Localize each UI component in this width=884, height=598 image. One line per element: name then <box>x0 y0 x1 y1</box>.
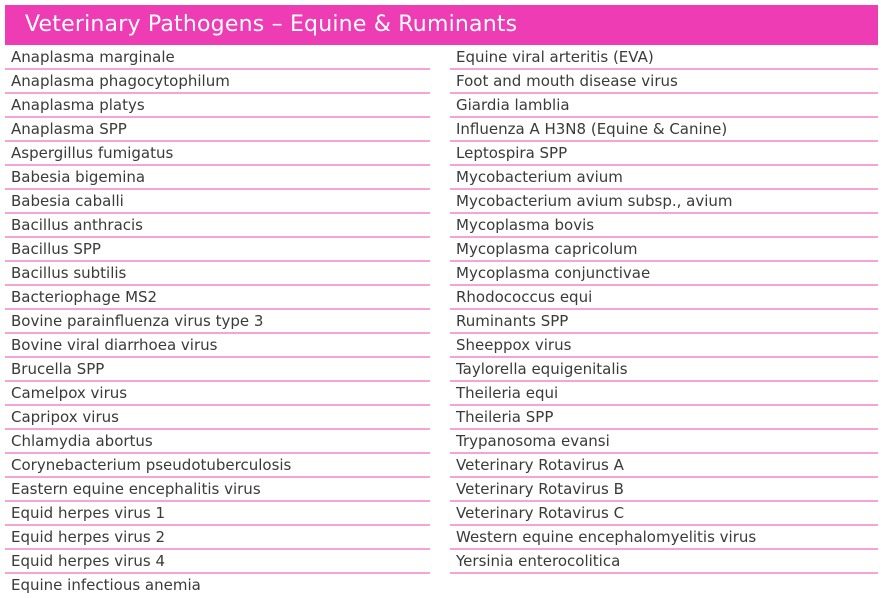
pathogen-column-left <box>0 46 430 598</box>
pathogen-row: Mycobacterium avium subsp., avium <box>450 190 878 214</box>
pathogen-row: Anaplasma phagocytophilum <box>5 70 430 94</box>
pathogen-row: Mycoplasma capricolum <box>450 238 878 262</box>
pathogen-row: Capripox virus <box>5 406 430 430</box>
pathogen-row: Corynebacterium pseudotuberculosis <box>5 454 430 478</box>
pathogen-row: Mycobacterium avium <box>450 166 878 190</box>
pathogen-list-right <box>450 46 878 574</box>
pathogen-row: Bovine viral diarrhoea virus <box>5 334 430 358</box>
pathogen-row: Babesia bigemina <box>5 166 430 190</box>
pathogen-row: Equine infectious anemia <box>11 576 201 594</box>
pathogen-row: Giardia lamblia <box>450 94 878 118</box>
pathogen-row: Yersinia enterocolitica <box>450 550 878 574</box>
pathogen-row: Bovine parainfluenza virus type 3 <box>5 310 430 334</box>
pathogen-row: Brucella SPP <box>5 358 430 382</box>
pathogen-row: Taylorella equigenitalis <box>450 358 878 382</box>
pathogen-row: Leptospira SPP <box>450 142 878 166</box>
pathogen-row: Equid herpes virus 1 <box>5 502 430 526</box>
pathogen-row: Influenza A H3N8 (Equine & Canine) <box>450 118 878 142</box>
pathogen-row: Equid herpes virus 4 <box>5 550 430 574</box>
page-title: Veterinary Pathogens – Equine & Ruminants <box>25 12 518 37</box>
pathogen-row: Ruminants SPP <box>450 310 878 334</box>
pathogen-row: Theileria SPP <box>450 406 878 430</box>
pathogen-row: Mycoplasma bovis <box>450 214 878 238</box>
pathogen-row: Camelpox virus <box>5 382 430 406</box>
pathogen-row: Eastern equine encephalitis virus <box>5 478 430 502</box>
pathogen-row: Theileria equi <box>450 382 878 406</box>
pathogen-row: Veterinary Rotavirus B <box>450 478 878 502</box>
pathogen-row: Chlamydia abortus <box>5 430 430 454</box>
pathogen-columns <box>0 46 884 594</box>
pathogen-column-right <box>450 46 884 574</box>
pathogen-list-left <box>5 46 430 598</box>
pathogen-row: Mycoplasma conjunctivae <box>450 262 878 286</box>
pathogen-row: Bacteriophage MS2 <box>5 286 430 310</box>
pathogen-row: Anaplasma marginale <box>5 46 430 70</box>
pathogen-row: Bacillus SPP <box>5 238 430 262</box>
pathogen-row: Western equine encephalomyelitis virus <box>450 526 878 550</box>
pathogen-row: Bacillus anthracis <box>5 214 430 238</box>
pathogen-row: Veterinary Rotavirus C <box>450 502 878 526</box>
pathogen-row: Foot and mouth disease virus <box>450 70 878 94</box>
pathogen-row: Equine viral arteritis (EVA) <box>450 46 878 70</box>
pathogen-row: Sheeppox virus <box>450 334 878 358</box>
pathogen-row: Equid herpes virus 2 <box>5 526 430 550</box>
page-title-bar <box>5 5 878 45</box>
pathogen-row: Aspergillus fumigatus <box>5 142 430 166</box>
pathogen-row: Trypanosoma evansi <box>450 430 878 454</box>
pathogen-row: Veterinary Rotavirus A <box>450 454 878 478</box>
pathogen-row: Rhodococcus equi <box>450 286 878 310</box>
pathogen-row: Bacillus subtilis <box>5 262 430 286</box>
pathogen-row: Babesia caballi <box>5 190 430 214</box>
pathogen-row: Anaplasma SPP <box>5 118 430 142</box>
pathogen-row: Anaplasma platys <box>5 94 430 118</box>
